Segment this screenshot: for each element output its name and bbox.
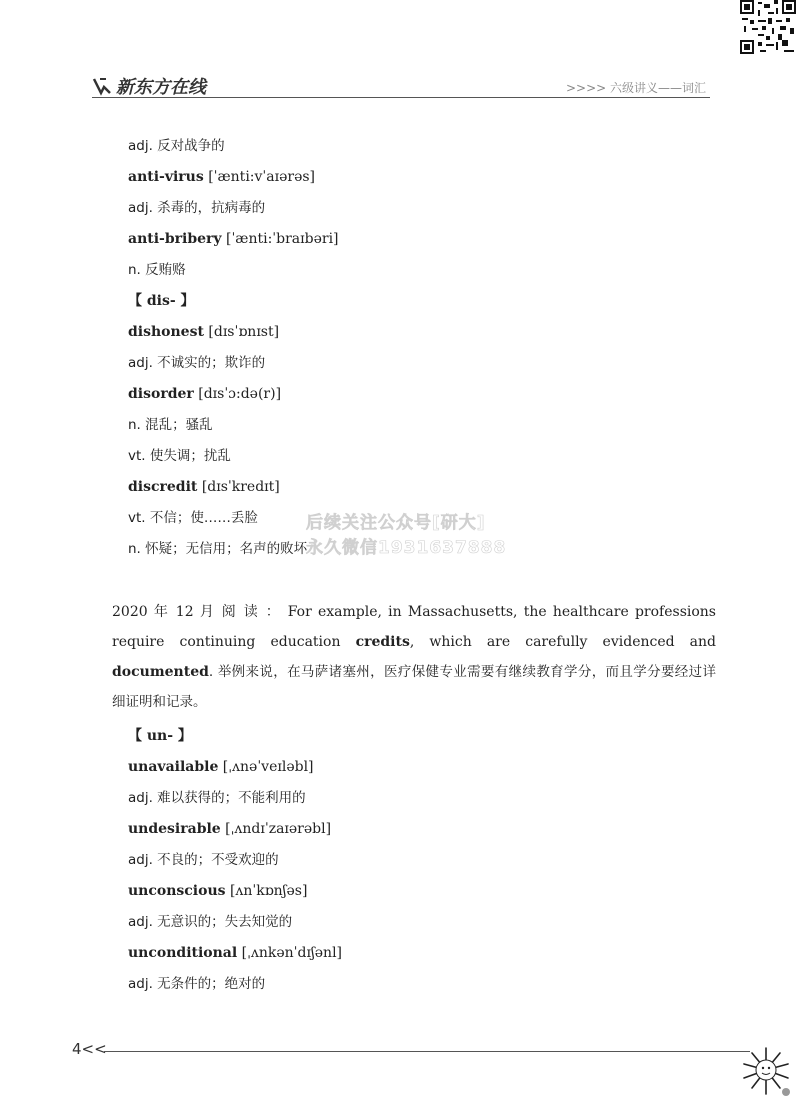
definition: adj. 不良的；不受欢迎的 bbox=[128, 852, 279, 868]
headword: unconditional bbox=[128, 945, 238, 961]
definition: vt. 使失调；扰乱 bbox=[128, 448, 231, 464]
entry-line bbox=[128, 447, 231, 465]
page-number: 4<< bbox=[72, 1040, 107, 1058]
phonetic: [dɪsˈɒnɪst] bbox=[203, 324, 280, 340]
definition: adj. 无意识的；失去知觉的 bbox=[128, 914, 293, 930]
qr-code-image bbox=[740, 0, 796, 54]
example-keyword: credits bbox=[355, 634, 410, 650]
definition: n. 怀疑；无信用；名声的败坏 bbox=[128, 541, 308, 557]
entry-line bbox=[128, 851, 279, 869]
footer-divider bbox=[104, 1051, 750, 1052]
entry-line bbox=[128, 882, 307, 900]
entry-line bbox=[128, 261, 186, 279]
headword: discredit bbox=[128, 479, 198, 495]
headword: anti-virus bbox=[128, 169, 204, 185]
headword: undesirable bbox=[128, 821, 221, 837]
watermark-text: 永久微信1931637888 bbox=[306, 538, 507, 558]
entry-line bbox=[128, 944, 342, 962]
phonetic: [ˌʌnəˈveɪləbl] bbox=[218, 759, 314, 775]
brand-logo bbox=[92, 73, 206, 99]
example-translation: . 举例来说，在马萨诸塞州，医疗保健专业需要有继续教育学分，而且学分要经过详细证明和记录。 bbox=[112, 664, 716, 710]
entry-line bbox=[128, 540, 307, 558]
definition: vt. 不信；使……丢脸 bbox=[128, 510, 258, 526]
headword: unavailable bbox=[128, 759, 219, 775]
headword: 【 dis- 】 bbox=[128, 293, 195, 309]
entry-line bbox=[128, 789, 306, 807]
entry-line bbox=[128, 820, 331, 838]
entry-line bbox=[128, 199, 265, 217]
entry-line bbox=[128, 385, 281, 403]
entry-line bbox=[128, 168, 315, 186]
mini-program-code-image bbox=[736, 1030, 796, 1110]
example-source: 2020 年 12 月 阅 读 ： bbox=[112, 604, 282, 620]
header-divider bbox=[92, 97, 710, 98]
definition: adj. 难以获得的；不能利用的 bbox=[128, 790, 306, 806]
headword: 【 un- 】 bbox=[128, 728, 192, 744]
entry-line bbox=[128, 323, 279, 341]
headword: anti-bribery bbox=[128, 231, 222, 247]
example-paragraph bbox=[112, 597, 716, 717]
definition: adj. 反对战争的 bbox=[128, 138, 225, 154]
entry-line bbox=[128, 913, 292, 931]
phonetic: [ˌʌnkənˈdɪʃənl] bbox=[237, 945, 343, 961]
definition: adj. 无条件的；绝对的 bbox=[128, 976, 266, 992]
entry-line bbox=[128, 137, 225, 155]
phonetic: [ˈænti:vˈaɪərəs] bbox=[203, 169, 315, 185]
prefix-heading bbox=[128, 727, 192, 745]
headword: disorder bbox=[128, 386, 194, 402]
entry-line bbox=[128, 416, 213, 434]
brand-logo-icon bbox=[92, 76, 112, 96]
phonetic: [ˈænti:ˈbraɪbəri] bbox=[221, 231, 339, 247]
headword: dishonest bbox=[128, 324, 204, 340]
phonetic: [ʌnˈkɒnʃəs] bbox=[225, 883, 308, 899]
definition: adj. 不诚实的；欺诈的 bbox=[128, 355, 266, 371]
phonetic: [dɪsˈɔ:də(r)] bbox=[193, 386, 282, 402]
phonetic: [ˌʌndɪˈzaɪərəbl] bbox=[220, 821, 332, 837]
definition: n. 混乱；骚乱 bbox=[128, 417, 213, 433]
brand-logo-text: 新东方在线 bbox=[116, 77, 206, 98]
entry-line bbox=[128, 354, 265, 372]
header-section-title: >>>> 六级讲义——词汇 bbox=[565, 81, 706, 95]
entry-line bbox=[128, 478, 280, 496]
definition: adj. 杀毒的，抗病毒的 bbox=[128, 200, 266, 216]
entry-line bbox=[128, 509, 258, 527]
entry-line bbox=[128, 975, 265, 993]
example-text: For example, in Massachusetts, the healthcare professions require continuing education bbox=[112, 604, 716, 650]
headword: unconscious bbox=[128, 883, 226, 899]
entry-line bbox=[128, 758, 314, 776]
example-keyword: documented bbox=[112, 664, 209, 680]
entry-line bbox=[128, 230, 339, 248]
definition: n. 反贿赂 bbox=[128, 262, 186, 278]
phonetic: [dɪsˈkredɪt] bbox=[197, 479, 280, 495]
prefix-heading bbox=[128, 292, 195, 310]
watermark-text: 后续关注公众号[研大] bbox=[306, 513, 486, 533]
example-text: , which are carefully evidenced and bbox=[409, 634, 717, 650]
